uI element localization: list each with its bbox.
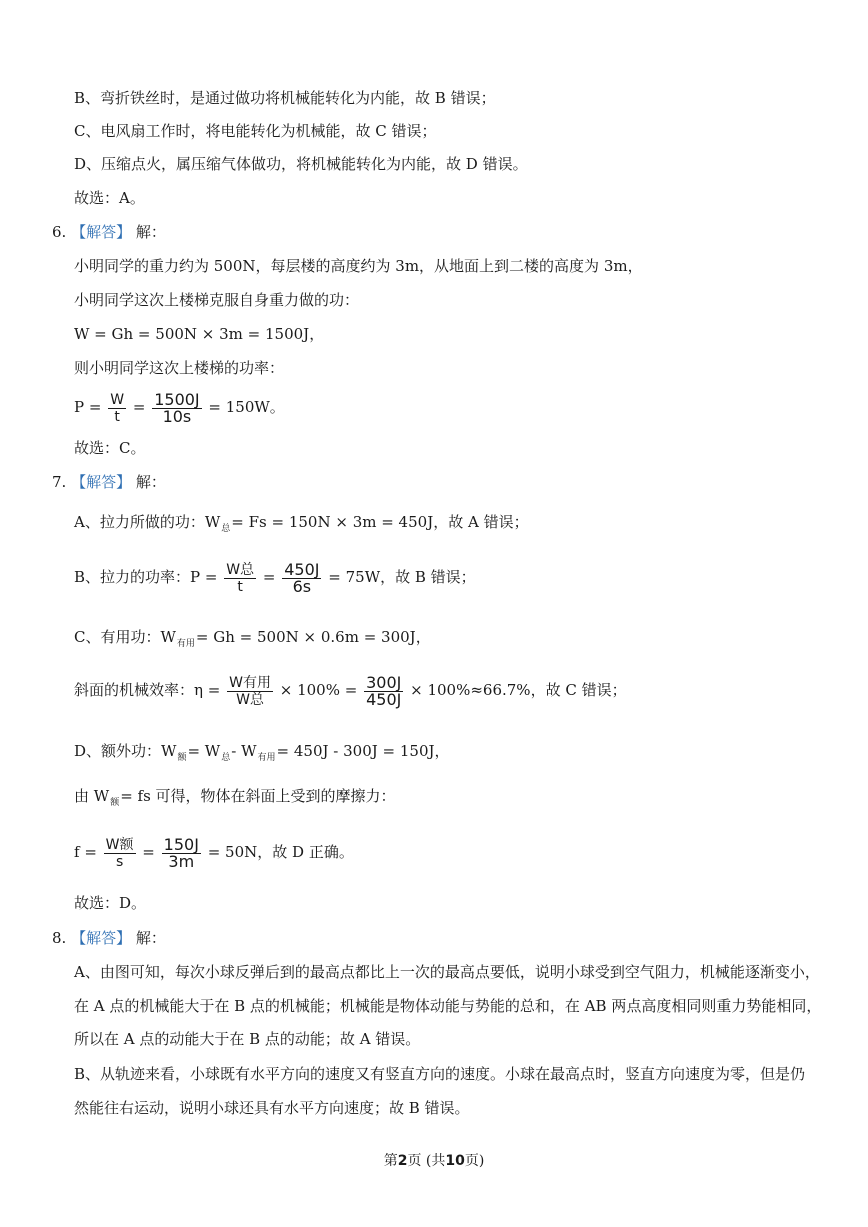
text-line: D、压缩点火，属压缩气体做功，将机械能转化为内能，故 D 错误。 [74, 155, 528, 173]
question-number: 6. [52, 223, 67, 241]
formula-text: = [262, 568, 276, 586]
text-line: 小明同学这次上楼梯克服自身重力做的功： [74, 291, 360, 309]
formula-line [74, 741, 450, 764]
answer-tag: 【解答】 [71, 223, 132, 241]
question-6-header [52, 222, 166, 242]
text-line: 所以在 A 点的动能大于在 B 点的动能；故 A 错误。 [74, 1030, 421, 1048]
fraction-numerator: 150J [163, 834, 199, 854]
formula-text: f = [74, 843, 97, 861]
formula-line [74, 556, 476, 598]
formula-text: P = [74, 398, 102, 416]
formula-line [74, 830, 354, 874]
formula-text: = Fs = 150N × 3m = 450J，故 A 错误； [231, 513, 529, 531]
formula-text: = fs 可得，物体在斜面上受到的摩擦力： [120, 787, 396, 805]
subscript: 有用 [176, 639, 195, 649]
answer-tag: 【解答】 [71, 473, 132, 491]
solution-label: 解： [135, 223, 166, 241]
text-line: A、由图可知，每次小球反弹后到的最高点都比上一次的最高点要低，说明小球受到空气阻力，机械能逐渐变小， [74, 963, 820, 981]
fraction-numerator: 450J [284, 559, 320, 579]
text-line: C、电风扇工作时，将电能转化为机械能，故 C 错误； [74, 122, 437, 140]
fraction-numerator: 300J [366, 672, 402, 692]
fraction [104, 837, 136, 870]
footer-text: 第 [383, 1153, 398, 1169]
fraction [162, 834, 201, 871]
text-line: 故选：D。 [74, 894, 147, 912]
fraction-numerator: W [110, 391, 125, 408]
question-8-header [52, 928, 166, 948]
text-line: 故选：A。 [74, 189, 145, 207]
fraction-denominator: s [115, 853, 124, 870]
question-7-header [52, 472, 166, 492]
formula-text: × 100%≈66.7%，故 C 错误； [410, 681, 627, 699]
fraction [108, 392, 126, 425]
fraction-denominator: W总 [236, 691, 264, 708]
formula-text: A、拉力所做的功：W [74, 513, 221, 531]
subscript: 额 [177, 753, 187, 763]
fraction-numerator: W有用 [229, 674, 271, 691]
subscript: 总 [221, 753, 231, 763]
formula-line: W = Gh = 500N × 3m = 1500J， [74, 325, 325, 343]
text-line: B、弯折铁丝时，是通过做功将机械能转化为内能，故 B 错误； [74, 89, 496, 107]
subscript: 总 [221, 524, 231, 534]
solution-label: 解： [135, 473, 166, 491]
formula-line [74, 668, 627, 712]
formula-text: × 100% = [279, 681, 358, 699]
formula-line [74, 388, 285, 426]
text-line: B、从轨迹来看，小球既有水平方向的速度又有竖直方向的速度。小球在最高点时，竖直方向速度为零，但是仍 [74, 1065, 806, 1083]
formula-text: = W [187, 742, 221, 760]
fraction [224, 562, 256, 595]
fraction-denominator: 6s [292, 576, 312, 596]
page-number: 2 [397, 1153, 408, 1169]
formula-text: 由 W [74, 787, 110, 805]
fraction [364, 672, 403, 709]
solution-label: 解： [135, 929, 166, 947]
formula-text: = Gh = 500N × 0.6m = 300J， [195, 628, 431, 646]
formula-text: 斜面的机械效率：η = [74, 681, 221, 699]
formula-text: D、额外功：W [74, 742, 177, 760]
footer-text: 页 (共 [407, 1153, 446, 1169]
fraction-denominator: 3m [168, 851, 195, 871]
formula-line [74, 627, 431, 650]
fraction-denominator: 450J [366, 689, 402, 709]
formula-text: = [142, 843, 155, 861]
text-line: 在 A 点的机械能大于在 B 点的机械能；机械能是物体动能与势能的总和，在 AB 两点高度相同则重力势能相同， [74, 997, 822, 1015]
formula-text: B、拉力的功率：P = [74, 568, 218, 586]
question-number: 8. [52, 929, 67, 947]
footer-text: 页) [464, 1153, 485, 1169]
total-pages: 10 [445, 1153, 465, 1169]
text-line: 故选：C。 [74, 439, 146, 457]
fraction [227, 675, 273, 708]
formula-text: = 50N，故 D 正确。 [207, 843, 354, 861]
fraction [282, 559, 321, 596]
formula-text: = 450J - 300J = 150J， [276, 742, 450, 760]
formula-text: = 75W，故 B 错误； [328, 568, 476, 586]
formula-text: - W [231, 742, 257, 760]
page-footer [0, 1150, 868, 1170]
fraction [152, 389, 201, 426]
question-number: 7. [52, 473, 67, 491]
fraction-denominator: t [237, 578, 243, 595]
subscript: 额 [110, 798, 120, 808]
formula-text: C、有用功：W [74, 628, 176, 646]
text-line: 则小明同学这次上楼梯的功率： [74, 359, 285, 377]
fraction-numerator: W总 [226, 561, 255, 578]
fraction-numerator: W额 [105, 836, 134, 853]
formula-line [74, 786, 396, 809]
formula-text: = 150W。 [208, 398, 285, 416]
formula-line [74, 512, 529, 535]
fraction-denominator: t [114, 408, 120, 425]
fraction-numerator: 1500J [154, 389, 200, 409]
formula-text: = [132, 398, 146, 416]
subscript: 有用 [257, 753, 276, 763]
fraction-denominator: 10s [162, 406, 192, 426]
text-line: 小明同学的重力约为 500N，每层楼的高度约为 3m，从地面上到二楼的高度为 3m， [74, 257, 643, 275]
text-line: 然能往右运动，说明小球还具有水平方向速度；故 B 错误。 [74, 1099, 470, 1117]
answer-tag: 【解答】 [71, 929, 132, 947]
